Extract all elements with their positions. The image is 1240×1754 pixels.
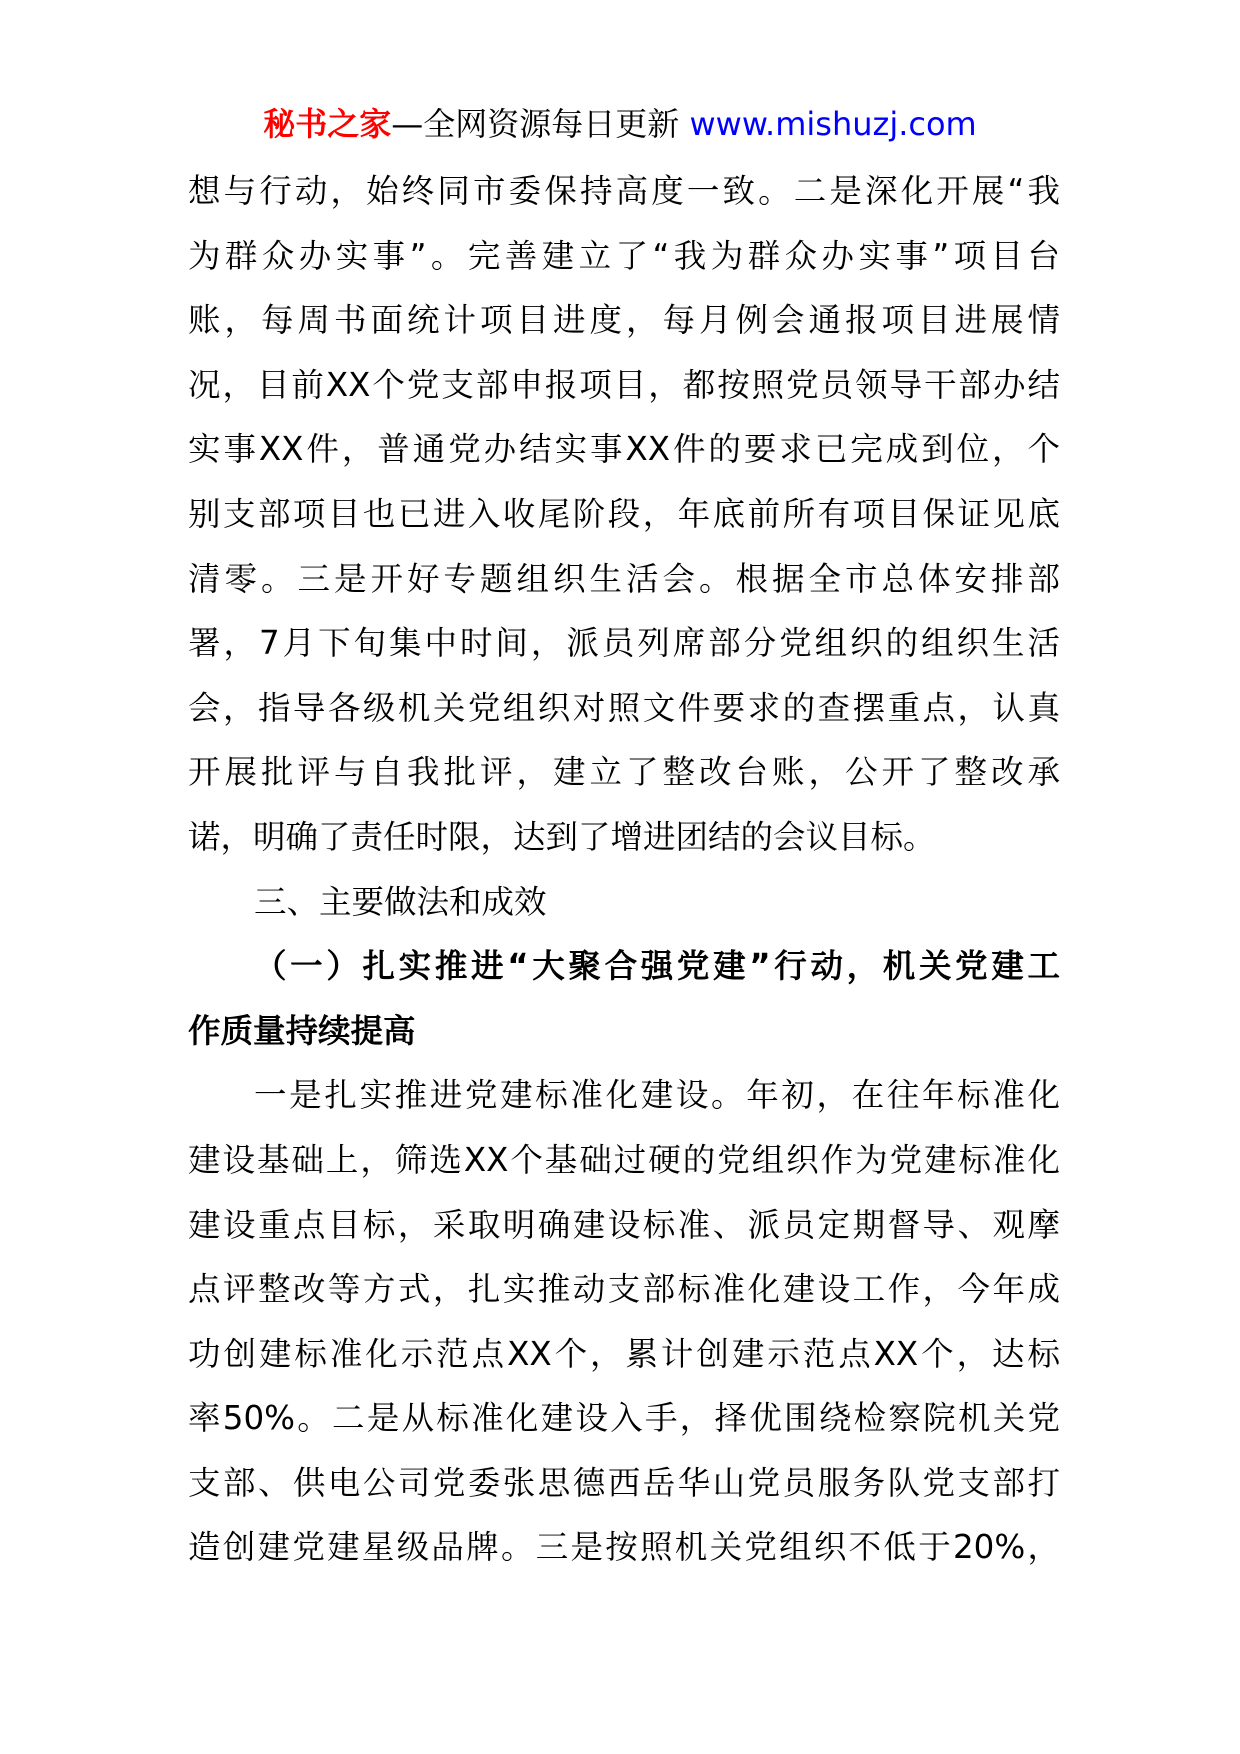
paragraph-line: 开展批评与自我批评，建立了整改台账，公开了整改承 [188, 753, 1060, 792]
paragraph-line: 清零。三是开好专题组织生活会。根据全市总体安排部 [188, 559, 1060, 598]
paragraph-line: 署，7月下旬集中时间，派员列席部分党组织的组织生活 [188, 624, 1060, 663]
paragraph-line: 建设基础上，筛选XX个基础过硬的党组织作为党建标准化 [188, 1140, 1060, 1179]
site-header [0, 100, 1240, 148]
paragraph-line: 想与行动，始终同市委保持高度一致。二是深化开展“我 [188, 172, 1060, 210]
paragraph-line: 支部、供电公司党委张思德西岳华山党员服务队党支部打 [188, 1463, 1060, 1502]
paragraph-line: 一是扎实推进党建标准化建设。年初，在往年标准化 [254, 1076, 1060, 1115]
paragraph-line: 点评整改等方式，扎实推动支部标准化建设工作，今年成 [188, 1270, 1060, 1309]
paragraph-line: 实事XX件，普通党办结实事XX件的要求已完成到位，个 [188, 430, 1060, 469]
section-heading: 三、主要做法和成效 [254, 882, 547, 921]
paragraph-line: 会，指导各级机关党组织对照文件要求的查摆重点，认真 [188, 688, 1060, 727]
paragraph-line: 账，每周书面统计项目进度，每月例会通报项目进展情 [188, 301, 1060, 340]
site-url-link[interactable]: www.mishuzj.com [689, 105, 977, 143]
paragraph-line: 率50%。二是从标准化建设入手，择优围绕检察院机关党 [188, 1399, 1060, 1438]
subsection-heading: （一）扎实推进“大聚合强党建”行动，机关党建工 [254, 947, 1060, 986]
paragraph-line: 造创建党建星级品牌。三是按照机关党组织不低于20%， [188, 1528, 1060, 1567]
paragraph-line: 功创建标准化示范点XX个，累计创建示范点XX个，达标 [188, 1334, 1060, 1373]
paragraph-line: 况，目前XX个党支部申报项目，都按照党员领导干部办结 [188, 365, 1060, 404]
paragraph-line: 别支部项目也已进入收尾阶段，年底前所有项目保证见底 [188, 494, 1060, 533]
paragraph-line: 为群众办实事”。完善建立了“我为群众办实事”项目台 [188, 236, 1060, 275]
paragraph-line: 诺，明确了责任时限，达到了增进团结的会议目标。 [188, 817, 936, 856]
subsection-heading: 作质量持续提高 [188, 1011, 416, 1050]
document-body [188, 159, 1060, 1580]
paragraph-line: 建设重点目标，采取明确建设标准、派员定期督导、观摩 [188, 1205, 1060, 1244]
site-slogan: —全网资源每日更新 [391, 105, 680, 143]
site-brand: 秘书之家 [263, 105, 392, 143]
